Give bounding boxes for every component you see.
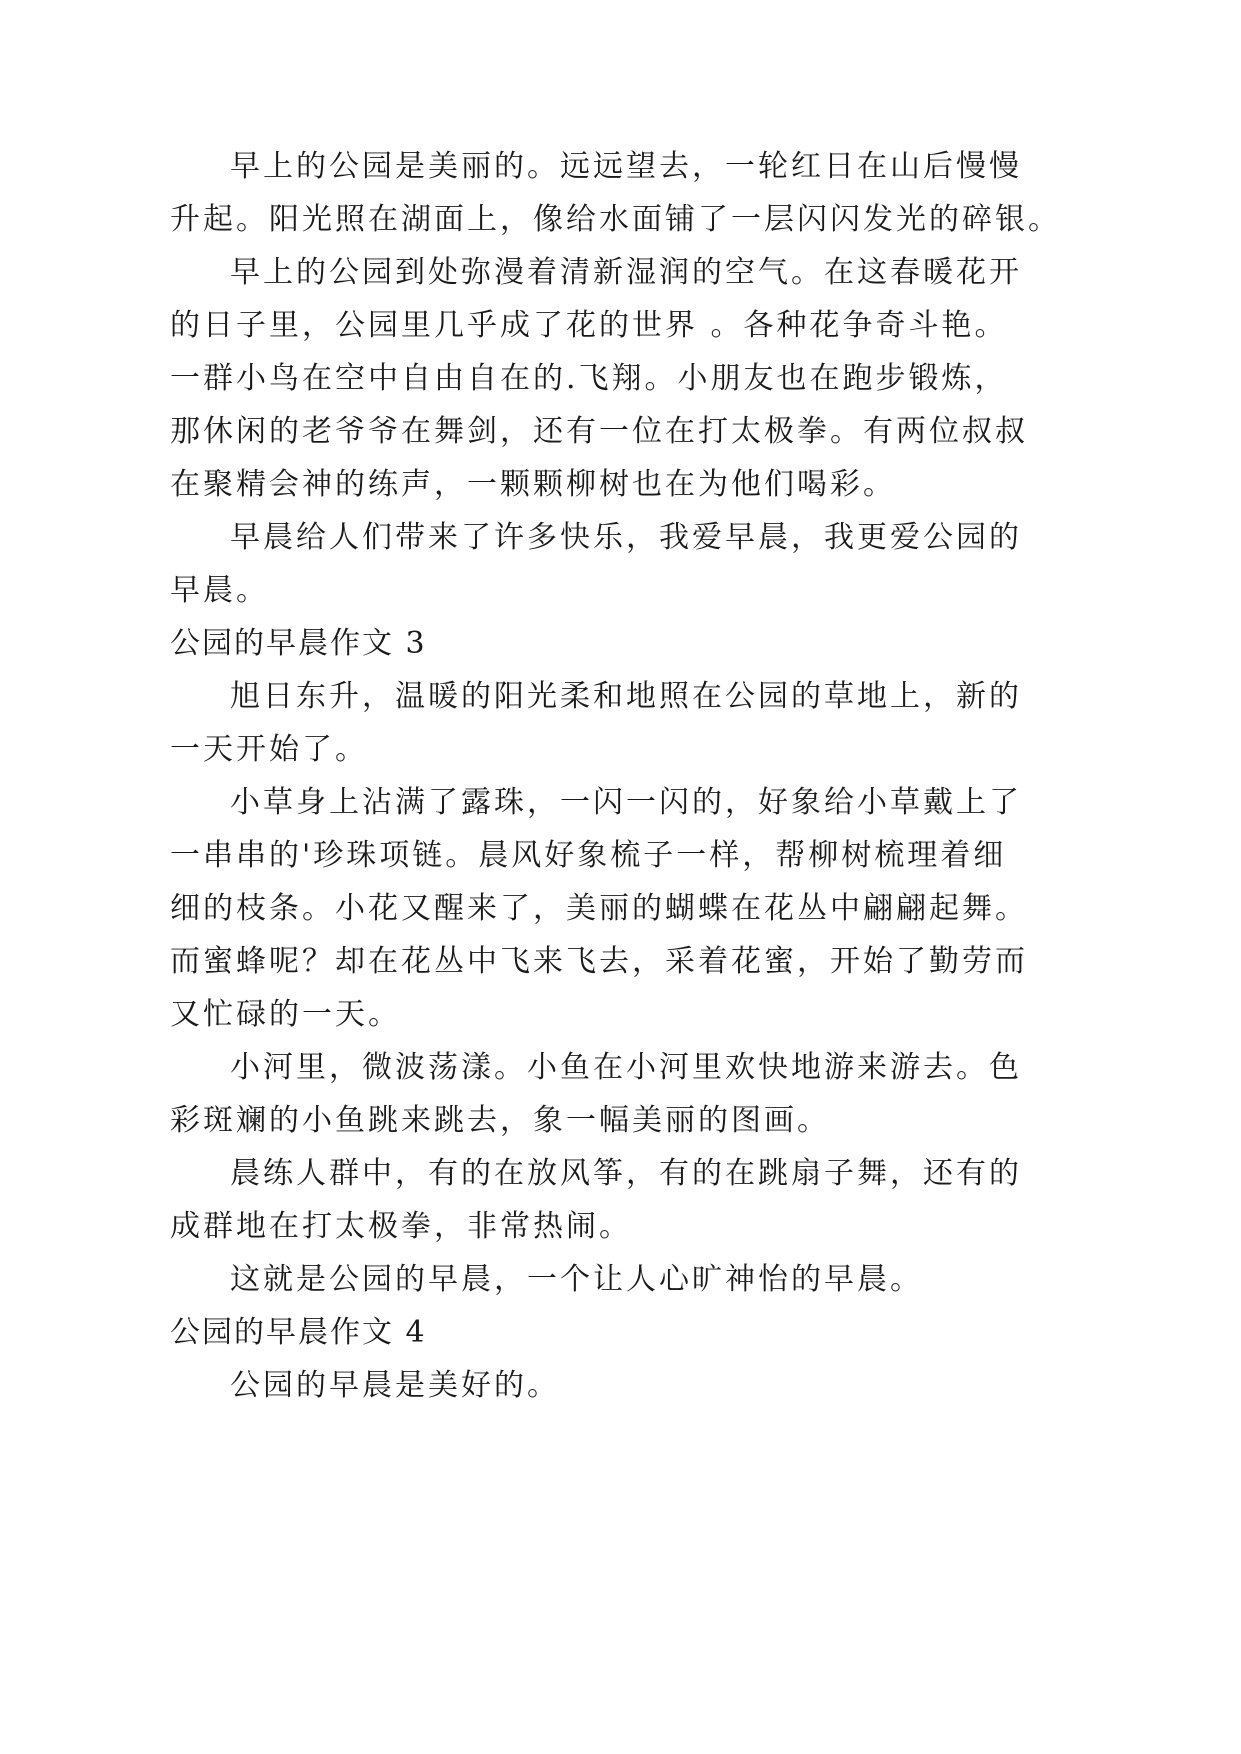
text-line: 在聚精会神的练声，一颗颗柳树也在为他们喝彩。 [170, 467, 896, 502]
text-line: 早上的公园是美丽的。远远望去，一轮红日在山后慢慢 [230, 149, 1022, 184]
text-line: 成群地在打太极拳，非常热闹。 [170, 1209, 632, 1244]
section-heading: 公园的早晨作文 4 [170, 1315, 427, 1350]
text-line: 小草身上沾满了露珠，一闪一闪的，好象给小草戴上了 [230, 785, 1022, 820]
section-heading: 公园的早晨作文 3 [170, 626, 427, 661]
text-line: 一串串的'珍珠项链。晨风好象梳子一样，帮柳树梳理着细 [170, 838, 1007, 873]
text-line: 这就是公园的早晨，一个让人心旷神怡的早晨。 [230, 1262, 923, 1297]
text-line: 一群小鸟在空中自由自在的.飞翔。小朋友也在跑步锻炼， [170, 361, 1008, 396]
text-line: 细的枝条。小花又醒来了，美丽的蝴蝶在花丛中翩翩起舞。 [170, 891, 1028, 926]
text-line: 彩斑斓的小鱼跳来跳去，象一幅美丽的图画。 [170, 1103, 830, 1138]
text-line: 升起。阳光照在湖面上，像给水面铺了一层闪闪发光的碎银。 [170, 202, 1061, 237]
text-line: 早上的公园到处弥漫着清新湿润的空气。在这春暖花开 [230, 255, 1022, 290]
text-line: 的日子里，公园里几乎成了花的世界 。各种花争奇斗艳。 [170, 308, 1008, 343]
text-line: 晨练人群中，有的在放风筝，有的在跳扇子舞，还有的 [230, 1156, 1022, 1191]
text-line: 早晨。 [170, 573, 269, 608]
text-line: 小河里，微波荡漾。小鱼在小河里欢快地游来游去。色 [230, 1050, 1022, 1085]
text-line: 一天开始了。 [170, 732, 368, 767]
text-line: 而蜜蜂呢？却在花丛中飞来飞去，采着花蜜，开始了勤劳而 [170, 944, 1028, 979]
text-line: 公园的早晨是美好的。 [230, 1368, 560, 1403]
text-line: 旭日东升，温暖的阳光柔和地照在公园的草地上，新的 [230, 679, 1022, 714]
text-line: 又忙碌的一天。 [170, 997, 401, 1032]
text-line: 那休闲的老爷爷在舞剑，还有一位在打太极拳。有两位叔叔 [170, 414, 1028, 449]
text-line: 早晨给人们带来了许多快乐，我爱早晨，我更爱公园的 [230, 520, 1022, 555]
